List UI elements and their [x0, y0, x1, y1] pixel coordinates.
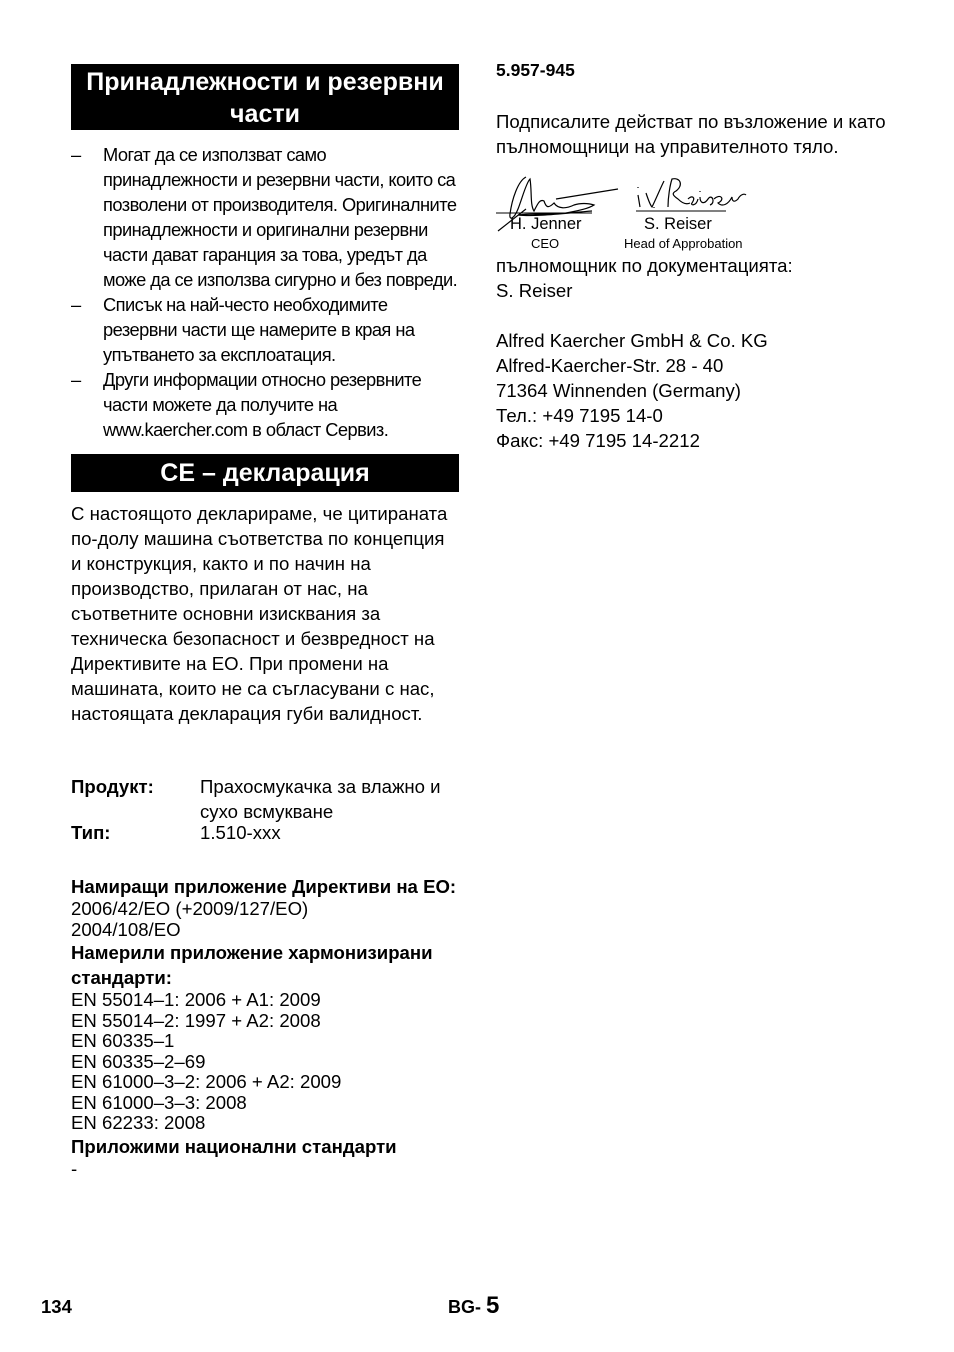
fax-line: Факс: +49 7195 14-2212: [496, 430, 700, 451]
address-line: Alfred Kaercher GmbH & Co. KG: [496, 330, 768, 351]
standards-heading: Намерили приложение хармонизирани стандарти:: [71, 942, 433, 988]
documentation-label: пълномощник по документацията:: [496, 255, 793, 276]
directive-line: 2006/42/ЕО (+2009/127/ЕО): [71, 898, 309, 919]
product-spec: [71, 774, 459, 845]
directives-heading: Намиращи приложение Директиви на ЕО:: [71, 876, 457, 897]
type-label: Тип:: [71, 822, 111, 843]
section-title-ce-declaration: CE – декларация: [71, 454, 459, 492]
bullet-dash: –: [71, 294, 81, 315]
standard-line: EN 55014–1: 2006 + A1: 2009: [71, 989, 321, 1010]
standard-line: EN 60335–1: [71, 1030, 175, 1051]
page-number: 134: [41, 1296, 72, 1317]
standard-line: EN 61000–3–2: 2006 + A2: 2009: [71, 1071, 342, 1092]
bullet-dash: –: [71, 369, 81, 390]
declaration-text: С настоящото декларираме, че цитираната по-долу машина съответства по концепция и конструкция, както и по начин на производство, прилаган от нас, на съответните основни изисквания за техническа безопасност и безвредност на Директивите на ЕО. При промени на машината, които не са съгласувани с нас, настоящата декларация губи валидност.: [71, 503, 448, 724]
signer1-name: H. Jenner: [510, 215, 582, 233]
section-marker: [448, 1292, 499, 1320]
product-row: [71, 774, 459, 824]
right-column: [496, 58, 896, 453]
signer2-name: S. Reiser: [644, 215, 712, 233]
standard-line: EN 55014–2: 1997 + A2: 2008: [71, 1009, 321, 1031]
bullet-text: Списък на най-често необходимите резервни части ще намерите в края на упътването за експлоатация.: [103, 294, 415, 365]
signature-area: [496, 169, 896, 261]
part-number: 5.957-945: [496, 60, 575, 80]
lang-prefix: BG-: [448, 1297, 481, 1317]
accessories-list: [71, 142, 459, 442]
section-title-accessories: Принадлежности и резервни части: [71, 64, 459, 130]
type-value: 1.510-xxx: [200, 822, 281, 843]
address-line: Alfred-Kaercher-Str. 28 - 40: [496, 355, 724, 376]
product-label: Продукт:: [71, 776, 154, 797]
directive-line: 2004/108/ЕО: [71, 918, 181, 940]
list-item: [71, 142, 459, 292]
bullet-text: Други информации относно резервните части можете да получите на www.kaercher.com в област Сервиз.: [103, 369, 422, 440]
signer1-role: CEO: [531, 236, 560, 251]
address-line: 71364 Winnenden (Germany): [496, 380, 741, 401]
list-item: [71, 367, 459, 442]
standard-line: EN 62233: 2008: [71, 1112, 206, 1133]
bullet-dash: –: [71, 144, 81, 165]
directives-block: [71, 874, 459, 1179]
standard-line: EN 60335–2–69: [71, 1050, 206, 1072]
company-address: [496, 328, 896, 453]
phone-line: Тел.: +49 7195 14-0: [496, 405, 663, 426]
bullet-text: Могат да се използват само принадлежности и резервни части, които са позволени от производителя. Оригиналните принадлежности и оригинални резервни части дават гаранция за това, уредът да може да се използва сигурно и без повреди.: [103, 144, 458, 290]
national-standards-value: -: [71, 1157, 78, 1179]
standard-line: EN 61000–3–3: 2008: [71, 1091, 247, 1113]
documentation-name: S. Reiser: [496, 280, 573, 301]
list-item: [71, 292, 459, 367]
product-value: Прахосмукачка за влажно и сухо всмукване: [200, 776, 441, 822]
section-number: 5: [486, 1292, 500, 1319]
national-standards-heading: Приложими национални стандарти: [71, 1135, 397, 1157]
signatories-text: Подписалите действат по възложение и като пълномощници на управителното тяло.: [496, 111, 886, 157]
signer2-role: Head of Approbation: [624, 236, 743, 251]
left-column: [71, 64, 459, 1179]
